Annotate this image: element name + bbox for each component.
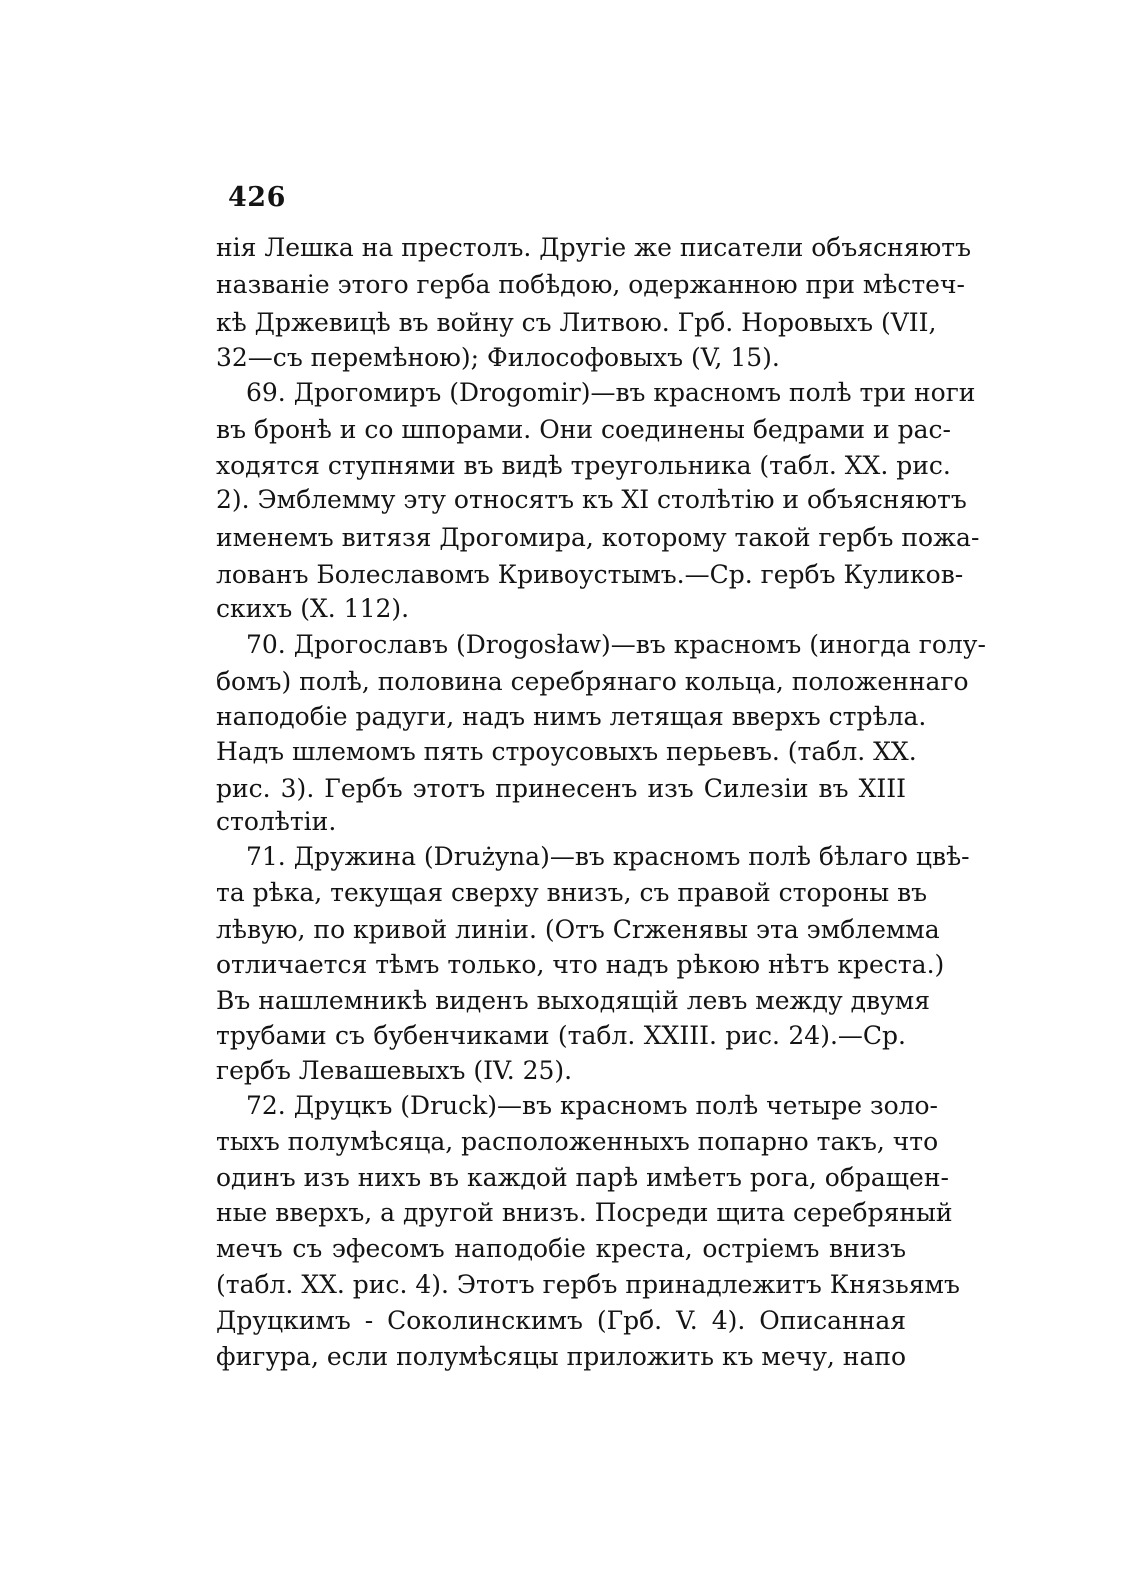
text-line: столѣтіи. xyxy=(216,807,337,836)
text-line: 2). Эмблемму эту относятъ къ XI столѣтію и объясняютъ xyxy=(216,485,967,514)
text-line: названіе этого герба побѣдою, одержанною при мѣстеч- xyxy=(216,270,965,299)
text-line: Друцкимъ - Соколинскимъ (Грб. V. 4). Описанная xyxy=(216,1306,906,1335)
text-line: скихъ (X. 112). xyxy=(216,594,410,623)
text-line: 69. Дрогомиръ (Drogomir)—въ красномъ полѣ три ноги xyxy=(246,378,976,407)
page-number: 426 xyxy=(228,182,286,213)
text-line: гербъ Левашевыхъ (IV. 25). xyxy=(216,1056,573,1085)
text-line: тыхъ полумѣсяца, расположенныхъ попарно такъ, что xyxy=(216,1127,939,1156)
text-line: рис. 3). Гербъ этотъ принесенъ изъ Силезіи въ XIII xyxy=(216,774,906,803)
text-line: наподобіе радуги, надъ нимъ летящая вверхъ стрѣла. xyxy=(216,702,927,731)
text-line: ные вверхъ, а другой внизъ. Посреди щита серебряный xyxy=(216,1198,953,1227)
text-line: Надъ шлемомъ пять строусовыхъ перьевъ. (табл. XX. xyxy=(216,737,917,766)
text-line: ходятся ступнями въ видѣ треугольника (табл. XX. рис. xyxy=(216,451,951,480)
text-line: въ бронѣ и со шпорами. Они соединены бедрами и рас- xyxy=(216,415,951,444)
text-line: кѣ Држевицѣ въ войну съ Литвою. Грб. Норовыхъ (VII, xyxy=(216,308,937,337)
text-line: лѣвую, по кривой линіи. (Отъ Сrженявы эта эмблемма xyxy=(216,915,940,944)
text-line: лованъ Болеславомъ Кривоустымъ.—Ср. гербъ Куликов- xyxy=(216,560,964,589)
text-line: та рѣка, текущая сверху внизъ, съ правой стороны въ xyxy=(216,878,928,907)
text-line: одинъ изъ нихъ въ каждой парѣ имѣетъ рога, обращен- xyxy=(216,1163,949,1192)
text-line: 32—съ перемѣною); Философовыхъ (V, 15). xyxy=(216,343,780,372)
text-line: мечъ съ эфесомъ наподобіе креста, остріемъ внизъ xyxy=(216,1234,906,1263)
text-line: 71. Дружина (Drużyna)—въ красномъ полѣ бѣлаго цвѣ- xyxy=(246,842,970,871)
text-line: нія Лешка на престолъ. Другіе же писатели объясняютъ xyxy=(216,233,971,262)
text-line: фигура, если полумѣсяцы приложить къ мечу, напо xyxy=(216,1342,907,1371)
text-line: бомъ) полѣ, половина серебрянаго кольца, положеннаго xyxy=(216,667,969,696)
text-line: Въ нашлемникѣ виденъ выходящій левъ между двумя xyxy=(216,986,930,1015)
text-line: 72. Друцкъ (Druck)—въ красномъ полѣ четыре золо- xyxy=(246,1091,939,1120)
text-line: (табл. XX. рис. 4). Этотъ гербъ принадлежитъ Князьямъ xyxy=(216,1270,960,1299)
text-line: именемъ витязя Дрогомира, которому такой гербъ пожа- xyxy=(216,523,980,552)
text-line: трубами съ бубенчиками (табл. XXIII. рис. 24).—Ср. xyxy=(216,1021,906,1050)
text-line: 70. Дрогославъ (Drogosław)—въ красномъ (иногда голу- xyxy=(246,630,986,659)
text-line: отличается тѣмъ только, что надъ рѣкою нѣтъ креста.) xyxy=(216,950,945,979)
